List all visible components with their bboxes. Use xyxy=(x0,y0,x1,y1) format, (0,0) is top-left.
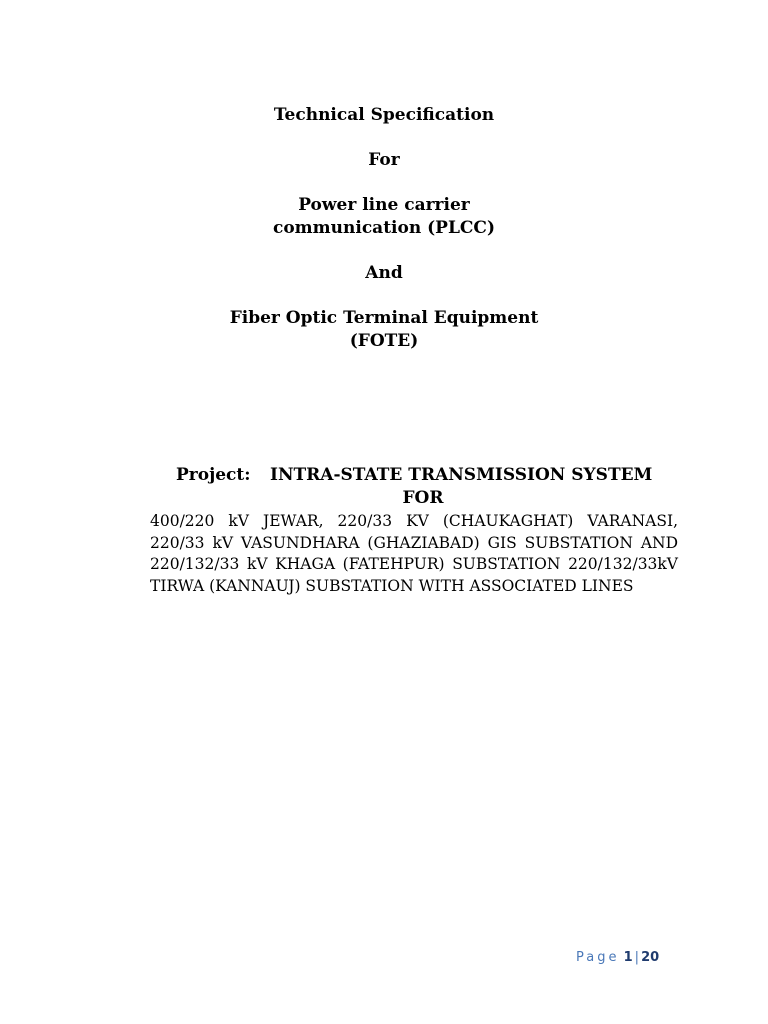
project-system-name: INTRA-STATE TRANSMISSION SYSTEM xyxy=(270,465,653,485)
title-line-fote-2: (FOTE) xyxy=(349,331,419,351)
project-description: 400/220 kV JEWAR, 220/33 KV (CHAUKAGHAT) VARANASI, 220/33 kV VASUNDHARA (GHAZIABAD) GIS SUBSTATION AND 220/132/33 kV KHAGA (FATEHPUR) SUBSTATION 220/132/33kV TIRWA (KANNAUJ) SUBSTATION WITH ASSOCIATED LINES xyxy=(150,512,678,595)
page-footer xyxy=(576,948,686,968)
title-line-for: For xyxy=(368,150,400,170)
title-line-plcc-1: Power line carrier xyxy=(298,195,470,215)
title-line-and: And xyxy=(365,263,403,283)
document-title-block xyxy=(0,104,768,375)
project-label: Project: xyxy=(176,465,251,485)
page-separator: | xyxy=(634,950,640,965)
project-for: FOR xyxy=(402,488,444,508)
title-line-fote-1: Fiber Optic Terminal Equipment xyxy=(229,308,539,328)
total-page-count: 20 xyxy=(641,950,660,965)
title-line-technical-specification: Technical Specification xyxy=(273,105,495,125)
page-word: Page xyxy=(576,950,620,965)
title-line-plcc-2: communication (PLCC) xyxy=(272,218,496,238)
current-page-number: 1 xyxy=(623,950,633,965)
project-heading xyxy=(176,464,696,487)
